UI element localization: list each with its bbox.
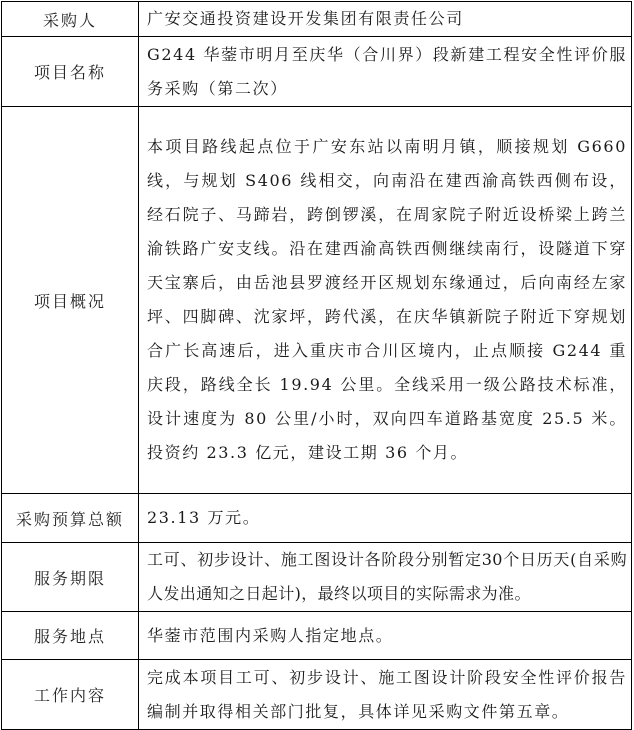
project-overview-value: 本项目路线起点位于广安东站以南明月镇，顺接规划 G660 线，与规划 S406 线相交，向南沿在建西渝高铁西侧布设，经石院子、马蹄岩，跨倒锣溪，在周家院子附近设桥梁上跨兰渝铁路广安支线。沿在建西渝高铁西侧继续南行，设隧道下穿天宝寨后，由岳池县罗渡经开区规划东缘通过，后向南经左家坪、四脚碑、沈家坪，跨代溪，在庆华镇新院子附近下穿规划合广长高速后，进入重庆市合川区境内，止点顺接 G244 重庆段，路线全长 19.94 公里。全线采用一级公路技术标准，设计速度为 80 公里/小时，双向四车道路基宽度 25.5 米。投资约 23.3 亿元，建设工期 36 个月。 <box>139 107 632 494</box>
table-row-project-overview <box>2 107 632 494</box>
table-row-project-name <box>2 37 632 107</box>
work-content-value: 完成本项目工可、初步设计、施工图设计阶段安全性评价报告编制并取得相关部门批复，具体详见采购文件第五章。 <box>139 660 632 730</box>
table-row-purchaser <box>2 2 632 37</box>
table-row-service-location <box>2 612 632 660</box>
service-period-value: 工可、初步设计、施工图设计各阶段分别暂定30个日历天(自采购人发出通知之日起计)，最终以项目的实际需求为准。 <box>139 543 632 612</box>
work-content-label: 工作内容 <box>2 660 139 730</box>
purchaser-value: 广安交通投资建设开发集团有限责任公司 <box>139 2 632 37</box>
procurement-info-table <box>1 1 632 730</box>
budget-label: 采购预算总额 <box>2 494 139 543</box>
purchaser-label: 采购人 <box>2 2 139 37</box>
table-row-service-period <box>2 543 632 612</box>
service-location-value: 华蓥市范围内采购人指定地点。 <box>139 612 632 660</box>
project-overview-label: 项目概况 <box>2 107 139 494</box>
service-location-label: 服务地点 <box>2 612 139 660</box>
budget-value: 23.13 万元。 <box>139 494 632 543</box>
service-period-label: 服务期限 <box>2 543 139 612</box>
table-row-budget <box>2 494 632 543</box>
project-name-label: 项目名称 <box>2 37 139 107</box>
project-name-value: G244 华蓥市明月至庆华（合川界）段新建工程安全性评价服务采购（第二次） <box>139 37 632 107</box>
table-row-work-content <box>2 660 632 730</box>
